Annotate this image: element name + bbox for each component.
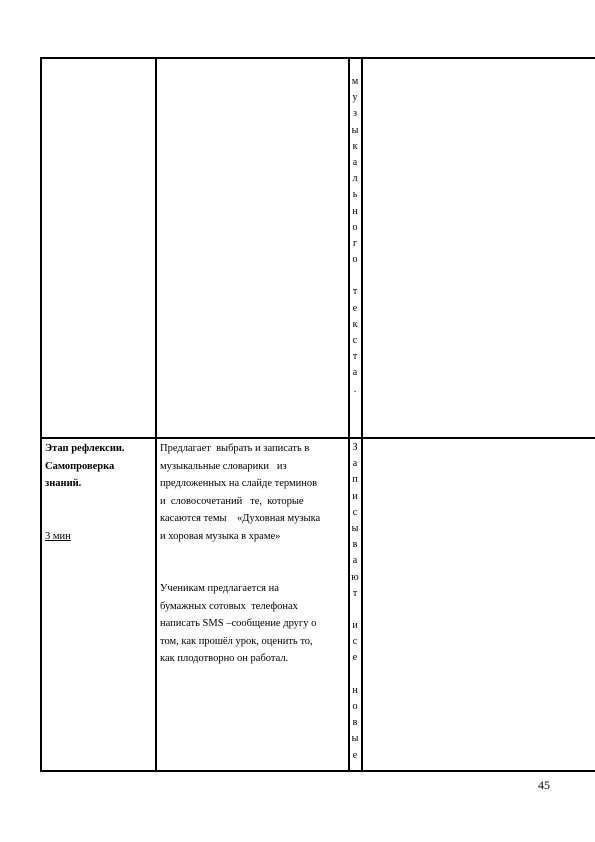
teacher-text-line: касаются темы «Духовная музыка — [160, 513, 321, 524]
teacher-text-line: Ученикам предлагается на — [160, 583, 279, 594]
teacher-text-line: Предлагает выбрать и записать в — [160, 443, 310, 454]
stage-cell — [45, 440, 153, 545]
row2-col3-letter: п — [352, 474, 358, 486]
row1-col3-letter: о — [352, 254, 358, 266]
page-number: 45 — [538, 778, 550, 792]
row1-col3-letter: у — [352, 92, 358, 104]
row1-col3-letter: ь — [352, 189, 358, 201]
row1-col3-vertical-text — [349, 74, 361, 398]
row1-col3-letter: а — [352, 367, 358, 379]
row2-col3-vertical-text — [349, 440, 361, 764]
row1-col3-letter: о — [352, 221, 358, 233]
teacher-text-line: том, как прошёл урок, оценить то, — [160, 635, 313, 647]
stage-duration: 3 мин — [45, 530, 71, 542]
row2-col3-letter: е — [352, 652, 358, 664]
teacher-activity-paragraph-1 — [160, 440, 346, 545]
row1-col3-letter: е — [352, 302, 358, 314]
teacher-text-line: музыкальные словарики из — [160, 460, 287, 472]
row1-col3-letter: а — [352, 156, 358, 168]
row1-col3-letter — [349, 268, 361, 284]
row2-col3-letter: т — [352, 587, 358, 599]
row2-col3-letter: а — [352, 458, 358, 470]
row2-col3-letter: е — [352, 749, 358, 761]
teacher-text-line: написать SMS –сообщение другу о — [160, 618, 317, 629]
table-bottom-border — [40, 770, 595, 772]
row2-col3-letter: ю — [351, 571, 359, 583]
table-col-line-1 — [40, 57, 42, 772]
row2-col3-letter: З — [352, 442, 358, 453]
row2-col3-letter — [349, 667, 361, 683]
row1-col3-letter: т — [352, 286, 358, 298]
teacher-text-line: предложенных на слайде терминов — [160, 478, 318, 489]
row1-col3-letter: з — [353, 108, 357, 120]
row1-col3-letter: к — [352, 318, 358, 330]
table-col-line-2 — [155, 57, 157, 772]
row2-col3-letter — [349, 602, 361, 618]
row2-col3-letter: а — [352, 555, 358, 567]
row2-col3-letter: и — [352, 490, 358, 502]
stage-subtitle-2: знаний. — [45, 478, 82, 489]
row2-col3-letter: н — [352, 684, 358, 696]
row2-col3-letter: в — [352, 539, 358, 551]
row1-col3-letter: л — [352, 173, 358, 185]
teacher-activity-cell — [160, 440, 346, 668]
teacher-text-line: и хоровая музыка в храме» — [160, 530, 281, 542]
row1-col3-letter: н — [352, 205, 358, 217]
row2-col3-letter: ы — [351, 733, 359, 745]
row1-col3-letter: т — [352, 351, 358, 363]
row2-col3-letter: с — [352, 506, 358, 518]
row1-col3-letter: к — [352, 140, 358, 152]
teacher-text-line: и словосочетаний те, которые — [160, 495, 304, 507]
row2-col3-letter: о — [352, 701, 358, 712]
row1-col3-letter: ы — [351, 124, 359, 136]
stage-subtitle: Самопроверка — [45, 460, 115, 472]
row2-col3-letter: с — [352, 636, 358, 648]
row2-col3-letter: и — [352, 620, 358, 632]
teacher-text-line: бумажных сотовых телефонах — [160, 600, 298, 612]
row1-col3-letter: м — [351, 76, 359, 87]
row1-col3-letter: г — [352, 237, 358, 249]
teacher-text-line: как плодотворно он работал. — [160, 653, 289, 664]
table-row-divider — [40, 437, 595, 439]
teacher-activity-paragraph-2 — [160, 580, 346, 668]
row1-col3-letter: с — [352, 335, 358, 346]
stage-title: Этап рефлексии. — [45, 443, 125, 454]
row2-col3-letter: в — [352, 717, 358, 729]
table-col-line-4 — [361, 57, 363, 772]
row1-col3-letter: . — [353, 383, 357, 395]
row2-col3-letter: ы — [351, 522, 359, 534]
table-top-border — [40, 57, 595, 59]
